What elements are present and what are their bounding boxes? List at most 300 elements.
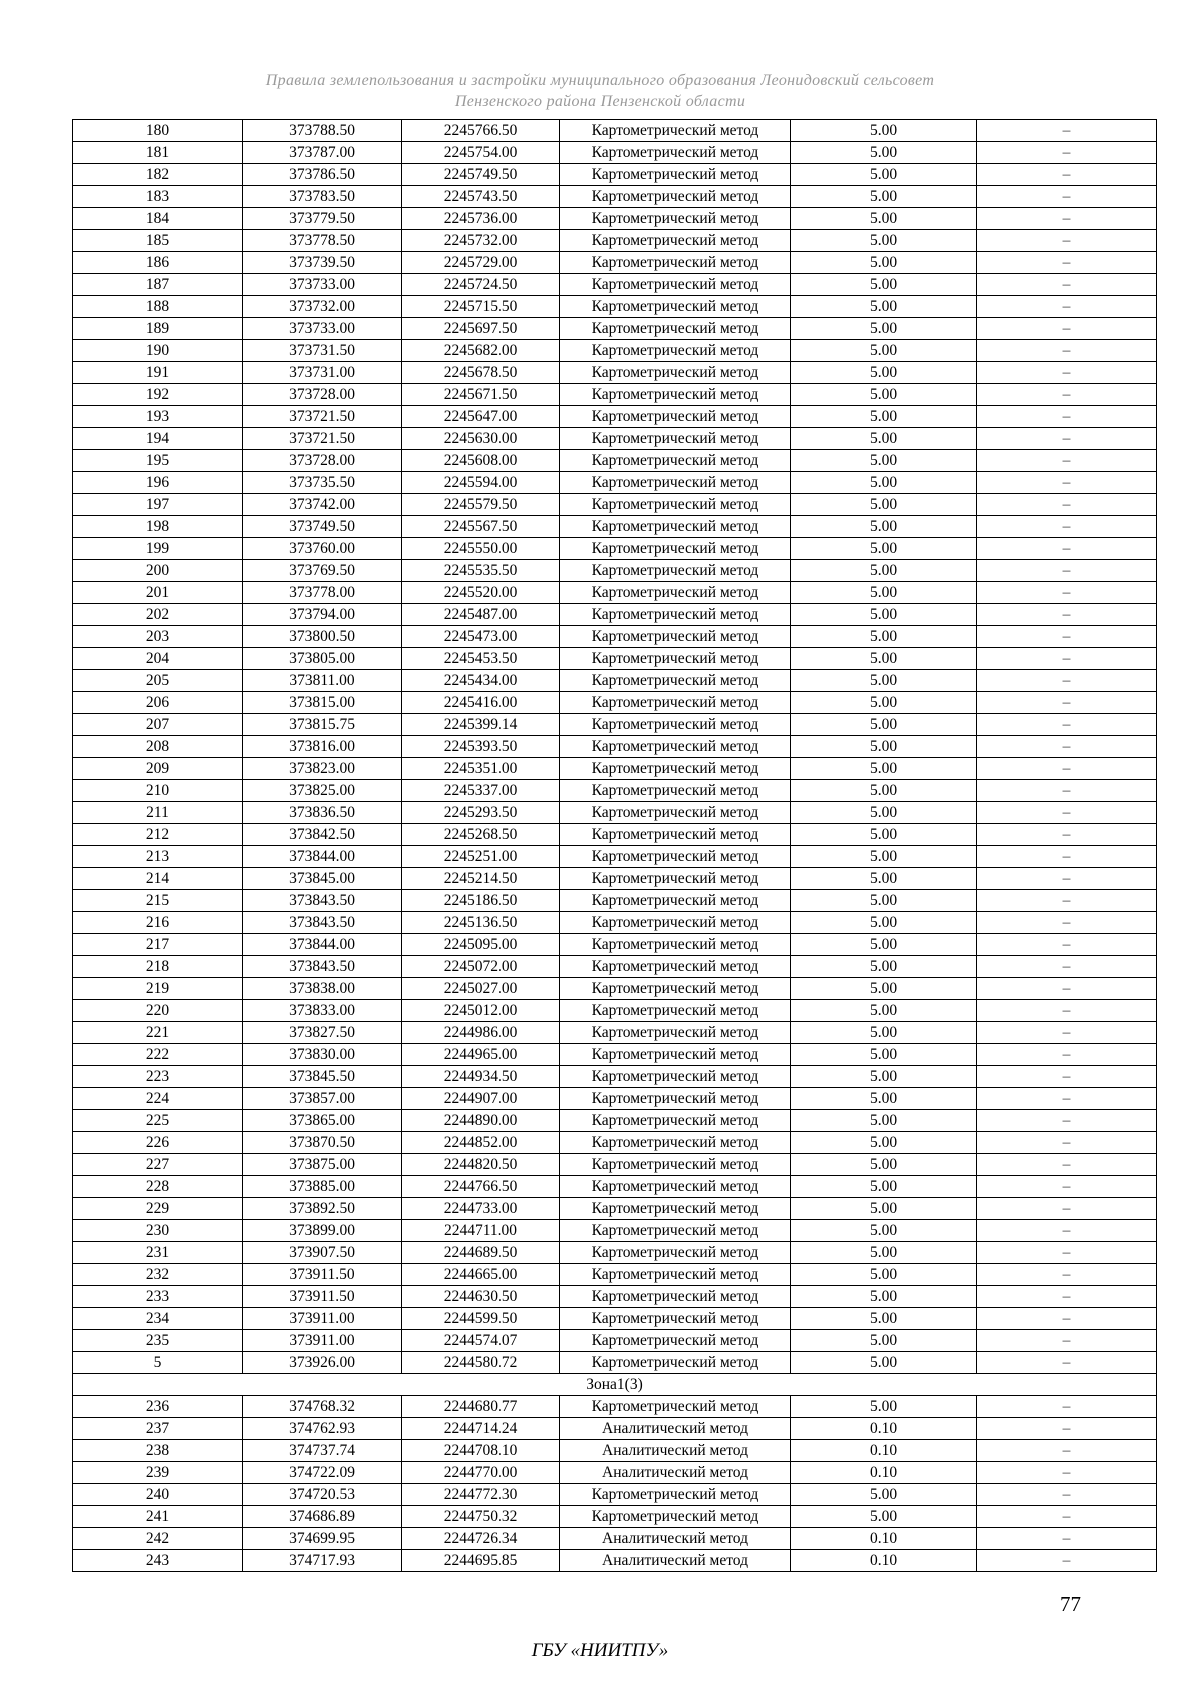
y-coordinate-cell: 2244726.34	[402, 1528, 560, 1550]
method-cell: Картометрический метод	[560, 736, 791, 758]
accuracy-cell: 5.00	[791, 538, 977, 560]
note-cell: –	[977, 274, 1157, 296]
table-row	[73, 560, 1157, 582]
table-row	[73, 978, 1157, 1000]
x-coordinate-cell: 374699.95	[243, 1528, 402, 1550]
table-row	[73, 142, 1157, 164]
method-cell: Картометрический метод	[560, 802, 791, 824]
table-row	[73, 252, 1157, 274]
method-cell: Картометрический метод	[560, 1110, 791, 1132]
point-number-cell: 228	[73, 1176, 243, 1198]
table-row	[73, 384, 1157, 406]
table-row	[73, 604, 1157, 626]
accuracy-cell: 5.00	[791, 956, 977, 978]
method-cell: Картометрический метод	[560, 868, 791, 890]
table-row	[73, 1286, 1157, 1308]
note-cell: –	[977, 670, 1157, 692]
y-coordinate-cell: 2244580.72	[402, 1352, 560, 1374]
x-coordinate-cell: 373778.50	[243, 230, 402, 252]
x-coordinate-cell: 373769.50	[243, 560, 402, 582]
x-coordinate-cell: 373735.50	[243, 472, 402, 494]
method-cell: Картометрический метод	[560, 274, 791, 296]
accuracy-cell: 5.00	[791, 1220, 977, 1242]
table-row	[73, 296, 1157, 318]
table-row	[73, 1550, 1157, 1572]
point-number-cell: 214	[73, 868, 243, 890]
x-coordinate-cell: 373833.00	[243, 1000, 402, 1022]
x-coordinate-cell: 373788.50	[243, 120, 402, 142]
table-row	[73, 1000, 1157, 1022]
x-coordinate-cell: 373911.50	[243, 1264, 402, 1286]
point-number-cell: 216	[73, 912, 243, 934]
point-number-cell: 196	[73, 472, 243, 494]
y-coordinate-cell: 2245671.50	[402, 384, 560, 406]
method-cell: Аналитический метод	[560, 1440, 791, 1462]
x-coordinate-cell: 373728.00	[243, 384, 402, 406]
y-coordinate-cell: 2245095.00	[402, 934, 560, 956]
note-cell: –	[977, 1066, 1157, 1088]
table-row	[73, 1396, 1157, 1418]
accuracy-cell: 5.00	[791, 406, 977, 428]
note-cell: –	[977, 142, 1157, 164]
accuracy-cell: 5.00	[791, 450, 977, 472]
point-number-cell: 230	[73, 1220, 243, 1242]
table-row	[73, 1308, 1157, 1330]
accuracy-cell: 5.00	[791, 362, 977, 384]
y-coordinate-cell: 2244708.10	[402, 1440, 560, 1462]
y-coordinate-cell: 2245351.00	[402, 758, 560, 780]
x-coordinate-cell: 373911.50	[243, 1286, 402, 1308]
x-coordinate-cell: 373805.00	[243, 648, 402, 670]
accuracy-cell: 5.00	[791, 186, 977, 208]
y-coordinate-cell: 2245749.50	[402, 164, 560, 186]
method-cell: Картометрический метод	[560, 516, 791, 538]
table-row	[73, 1352, 1157, 1374]
y-coordinate-cell: 2245630.00	[402, 428, 560, 450]
accuracy-cell: 5.00	[791, 868, 977, 890]
x-coordinate-cell: 373907.50	[243, 1242, 402, 1264]
point-number-cell: 239	[73, 1462, 243, 1484]
method-cell: Аналитический метод	[560, 1418, 791, 1440]
table-row	[73, 868, 1157, 890]
point-number-cell: 189	[73, 318, 243, 340]
note-cell: –	[977, 692, 1157, 714]
x-coordinate-cell: 373827.50	[243, 1022, 402, 1044]
point-number-cell: 215	[73, 890, 243, 912]
note-cell: –	[977, 890, 1157, 912]
table-row	[73, 956, 1157, 978]
table-row	[73, 1242, 1157, 1264]
zone-label: Зона1(3)	[73, 1374, 1157, 1396]
table-row	[73, 802, 1157, 824]
note-cell: –	[977, 1022, 1157, 1044]
x-coordinate-cell: 374768.32	[243, 1396, 402, 1418]
point-number-cell: 227	[73, 1154, 243, 1176]
x-coordinate-cell: 373838.00	[243, 978, 402, 1000]
accuracy-cell: 5.00	[791, 890, 977, 912]
y-coordinate-cell: 2244695.85	[402, 1550, 560, 1572]
table-row	[73, 186, 1157, 208]
method-cell: Картометрический метод	[560, 296, 791, 318]
point-number-cell: 181	[73, 142, 243, 164]
method-cell: Картометрический метод	[560, 1264, 791, 1286]
note-cell: –	[977, 802, 1157, 824]
y-coordinate-cell: 2245715.50	[402, 296, 560, 318]
table-row	[73, 934, 1157, 956]
table-row	[73, 736, 1157, 758]
y-coordinate-cell: 2245251.00	[402, 846, 560, 868]
table-row	[73, 406, 1157, 428]
accuracy-cell: 0.10	[791, 1440, 977, 1462]
accuracy-cell: 5.00	[791, 230, 977, 252]
x-coordinate-cell: 373733.00	[243, 318, 402, 340]
table-row	[73, 824, 1157, 846]
x-coordinate-cell: 373844.00	[243, 846, 402, 868]
x-coordinate-cell: 373811.00	[243, 670, 402, 692]
y-coordinate-cell: 2244766.50	[402, 1176, 560, 1198]
y-coordinate-cell: 2245697.50	[402, 318, 560, 340]
accuracy-cell: 5.00	[791, 1242, 977, 1264]
accuracy-cell: 5.00	[791, 780, 977, 802]
point-number-cell: 217	[73, 934, 243, 956]
method-cell: Картометрический метод	[560, 1220, 791, 1242]
y-coordinate-cell: 2245416.00	[402, 692, 560, 714]
table-row	[73, 362, 1157, 384]
note-cell: –	[977, 1110, 1157, 1132]
y-coordinate-cell: 2245678.50	[402, 362, 560, 384]
note-cell: –	[977, 780, 1157, 802]
y-coordinate-cell: 2245012.00	[402, 1000, 560, 1022]
table-row	[73, 1066, 1157, 1088]
accuracy-cell: 5.00	[791, 164, 977, 186]
method-cell: Картометрический метод	[560, 120, 791, 142]
y-coordinate-cell: 2245550.00	[402, 538, 560, 560]
point-number-cell: 187	[73, 274, 243, 296]
method-cell: Картометрический метод	[560, 1330, 791, 1352]
y-coordinate-cell: 2244711.00	[402, 1220, 560, 1242]
table-row	[73, 164, 1157, 186]
y-coordinate-cell: 2244599.50	[402, 1308, 560, 1330]
accuracy-cell: 5.00	[791, 1132, 977, 1154]
y-coordinate-cell: 2245453.50	[402, 648, 560, 670]
x-coordinate-cell: 374762.93	[243, 1418, 402, 1440]
accuracy-cell: 5.00	[791, 428, 977, 450]
note-cell: –	[977, 472, 1157, 494]
method-cell: Картометрический метод	[560, 252, 791, 274]
x-coordinate-cell: 373845.50	[243, 1066, 402, 1088]
point-number-cell: 180	[73, 120, 243, 142]
method-cell: Аналитический метод	[560, 1528, 791, 1550]
method-cell: Картометрический метод	[560, 846, 791, 868]
point-number-cell: 229	[73, 1198, 243, 1220]
method-cell: Картометрический метод	[560, 230, 791, 252]
point-number-cell: 197	[73, 494, 243, 516]
y-coordinate-cell: 2244733.00	[402, 1198, 560, 1220]
table-row	[73, 758, 1157, 780]
method-cell: Картометрический метод	[560, 1176, 791, 1198]
accuracy-cell: 0.10	[791, 1528, 977, 1550]
point-number-cell: 190	[73, 340, 243, 362]
note-cell: –	[977, 1308, 1157, 1330]
y-coordinate-cell: 2245214.50	[402, 868, 560, 890]
note-cell: –	[977, 582, 1157, 604]
y-coordinate-cell: 2245766.50	[402, 120, 560, 142]
x-coordinate-cell: 373823.00	[243, 758, 402, 780]
x-coordinate-cell: 373778.00	[243, 582, 402, 604]
y-coordinate-cell: 2245186.50	[402, 890, 560, 912]
y-coordinate-cell: 2244852.00	[402, 1132, 560, 1154]
x-coordinate-cell: 373911.00	[243, 1308, 402, 1330]
note-cell: –	[977, 934, 1157, 956]
table-row	[73, 1330, 1157, 1352]
y-coordinate-cell: 2244890.00	[402, 1110, 560, 1132]
table-row	[73, 472, 1157, 494]
note-cell: –	[977, 362, 1157, 384]
method-cell: Картометрический метод	[560, 164, 791, 186]
point-number-cell: 194	[73, 428, 243, 450]
accuracy-cell: 5.00	[791, 120, 977, 142]
y-coordinate-cell: 2245399.14	[402, 714, 560, 736]
accuracy-cell: 5.00	[791, 978, 977, 1000]
table-row	[73, 890, 1157, 912]
note-cell: –	[977, 1154, 1157, 1176]
point-number-cell: 238	[73, 1440, 243, 1462]
table-row	[73, 1022, 1157, 1044]
table-row	[73, 538, 1157, 560]
method-cell: Картометрический метод	[560, 560, 791, 582]
method-cell: Картометрический метод	[560, 582, 791, 604]
method-cell: Картометрический метод	[560, 1396, 791, 1418]
method-cell: Картометрический метод	[560, 1484, 791, 1506]
point-number-cell: 220	[73, 1000, 243, 1022]
note-cell: –	[977, 538, 1157, 560]
method-cell: Картометрический метод	[560, 494, 791, 516]
table-row	[73, 516, 1157, 538]
table-row	[73, 494, 1157, 516]
table-row	[73, 1044, 1157, 1066]
note-cell: –	[977, 868, 1157, 890]
table-row	[73, 1440, 1157, 1462]
footer-organization: ГБУ «НИИТПУ»	[531, 1640, 669, 1661]
note-cell: –	[977, 912, 1157, 934]
note-cell: –	[977, 1088, 1157, 1110]
x-coordinate-cell: 373815.00	[243, 692, 402, 714]
y-coordinate-cell: 2244907.00	[402, 1088, 560, 1110]
x-coordinate-cell: 373783.50	[243, 186, 402, 208]
note-cell: –	[977, 846, 1157, 868]
note-cell: –	[977, 824, 1157, 846]
x-coordinate-cell: 373731.50	[243, 340, 402, 362]
accuracy-cell: 5.00	[791, 340, 977, 362]
accuracy-cell: 5.00	[791, 142, 977, 164]
accuracy-cell: 5.00	[791, 802, 977, 824]
point-number-cell: 198	[73, 516, 243, 538]
note-cell: –	[977, 714, 1157, 736]
table-row	[73, 1418, 1157, 1440]
method-cell: Картометрический метод	[560, 1242, 791, 1264]
method-cell: Картометрический метод	[560, 450, 791, 472]
accuracy-cell: 5.00	[791, 824, 977, 846]
y-coordinate-cell: 2245027.00	[402, 978, 560, 1000]
method-cell: Картометрический метод	[560, 670, 791, 692]
point-number-cell: 207	[73, 714, 243, 736]
accuracy-cell: 5.00	[791, 1484, 977, 1506]
point-number-cell: 199	[73, 538, 243, 560]
table-row	[73, 230, 1157, 252]
note-cell: –	[977, 208, 1157, 230]
x-coordinate-cell: 373749.50	[243, 516, 402, 538]
note-cell: –	[977, 1550, 1157, 1572]
x-coordinate-cell: 373843.50	[243, 956, 402, 978]
accuracy-cell: 5.00	[791, 1110, 977, 1132]
method-cell: Картометрический метод	[560, 186, 791, 208]
note-cell: –	[977, 384, 1157, 406]
x-coordinate-cell: 373732.00	[243, 296, 402, 318]
accuracy-cell: 5.00	[791, 912, 977, 934]
table-row	[73, 428, 1157, 450]
point-number-cell: 186	[73, 252, 243, 274]
y-coordinate-cell: 2245535.50	[402, 560, 560, 582]
note-cell: –	[977, 1176, 1157, 1198]
table-row	[73, 692, 1157, 714]
point-number-cell: 185	[73, 230, 243, 252]
point-number-cell: 211	[73, 802, 243, 824]
point-number-cell: 201	[73, 582, 243, 604]
note-cell: –	[977, 758, 1157, 780]
accuracy-cell: 5.00	[791, 1264, 977, 1286]
point-number-cell: 240	[73, 1484, 243, 1506]
point-number-cell: 182	[73, 164, 243, 186]
x-coordinate-cell: 373857.00	[243, 1088, 402, 1110]
x-coordinate-cell: 374717.93	[243, 1550, 402, 1572]
note-cell: –	[977, 1330, 1157, 1352]
note-cell: –	[977, 406, 1157, 428]
x-coordinate-cell: 373731.00	[243, 362, 402, 384]
point-number-cell: 202	[73, 604, 243, 626]
accuracy-cell: 5.00	[791, 1396, 977, 1418]
table-row	[73, 1132, 1157, 1154]
table-row	[73, 626, 1157, 648]
note-cell: –	[977, 318, 1157, 340]
note-cell: –	[977, 1352, 1157, 1374]
y-coordinate-cell: 2245293.50	[402, 802, 560, 824]
x-coordinate-cell: 373843.50	[243, 912, 402, 934]
table-row	[73, 846, 1157, 868]
note-cell: –	[977, 604, 1157, 626]
point-number-cell: 223	[73, 1066, 243, 1088]
method-cell: Картометрический метод	[560, 1286, 791, 1308]
table-row	[73, 1198, 1157, 1220]
point-number-cell: 191	[73, 362, 243, 384]
y-coordinate-cell: 2245268.50	[402, 824, 560, 846]
x-coordinate-cell: 373836.50	[243, 802, 402, 824]
table-row	[73, 274, 1157, 296]
accuracy-cell: 5.00	[791, 472, 977, 494]
point-number-cell: 234	[73, 1308, 243, 1330]
note-cell: –	[977, 1132, 1157, 1154]
x-coordinate-cell: 373843.50	[243, 890, 402, 912]
point-number-cell: 183	[73, 186, 243, 208]
y-coordinate-cell: 2244630.50	[402, 1286, 560, 1308]
y-coordinate-cell: 2245729.00	[402, 252, 560, 274]
accuracy-cell: 5.00	[791, 1286, 977, 1308]
accuracy-cell: 5.00	[791, 758, 977, 780]
note-cell: –	[977, 1528, 1157, 1550]
note-cell: –	[977, 560, 1157, 582]
y-coordinate-cell: 2245567.50	[402, 516, 560, 538]
note-cell: –	[977, 1220, 1157, 1242]
table-row	[73, 1506, 1157, 1528]
point-number-cell: 195	[73, 450, 243, 472]
accuracy-cell: 5.00	[791, 1044, 977, 1066]
note-cell: –	[977, 1242, 1157, 1264]
accuracy-cell: 5.00	[791, 296, 977, 318]
method-cell: Картометрический метод	[560, 1132, 791, 1154]
x-coordinate-cell: 373875.00	[243, 1154, 402, 1176]
method-cell: Картометрический метод	[560, 384, 791, 406]
method-cell: Картометрический метод	[560, 428, 791, 450]
accuracy-cell: 5.00	[791, 670, 977, 692]
point-number-cell: 237	[73, 1418, 243, 1440]
y-coordinate-cell: 2245434.00	[402, 670, 560, 692]
x-coordinate-cell: 373786.50	[243, 164, 402, 186]
note-cell: –	[977, 648, 1157, 670]
note-cell: –	[977, 1440, 1157, 1462]
method-cell: Аналитический метод	[560, 1462, 791, 1484]
page-number: 77	[1060, 1592, 1081, 1616]
point-number-cell: 204	[73, 648, 243, 670]
method-cell: Картометрический метод	[560, 1352, 791, 1374]
note-cell: –	[977, 120, 1157, 142]
y-coordinate-cell: 2245608.00	[402, 450, 560, 472]
y-coordinate-cell: 2244934.50	[402, 1066, 560, 1088]
table-row	[73, 318, 1157, 340]
table-row	[73, 912, 1157, 934]
y-coordinate-cell: 2244965.00	[402, 1044, 560, 1066]
y-coordinate-cell: 2245647.00	[402, 406, 560, 428]
x-coordinate-cell: 374722.09	[243, 1462, 402, 1484]
accuracy-cell: 5.00	[791, 1066, 977, 1088]
point-number-cell: 5	[73, 1352, 243, 1374]
accuracy-cell: 5.00	[791, 1176, 977, 1198]
accuracy-cell: 5.00	[791, 318, 977, 340]
coordinates-table	[72, 119, 1157, 1572]
x-coordinate-cell: 373899.00	[243, 1220, 402, 1242]
table-row	[73, 450, 1157, 472]
method-cell: Картометрический метод	[560, 538, 791, 560]
accuracy-cell: 5.00	[791, 1352, 977, 1374]
y-coordinate-cell: 2245754.00	[402, 142, 560, 164]
method-cell: Картометрический метод	[560, 1066, 791, 1088]
point-number-cell: 233	[73, 1286, 243, 1308]
table-row	[73, 120, 1157, 142]
note-cell: –	[977, 956, 1157, 978]
note-cell: –	[977, 978, 1157, 1000]
x-coordinate-cell: 373870.50	[243, 1132, 402, 1154]
table-row	[73, 1220, 1157, 1242]
table-row	[73, 340, 1157, 362]
x-coordinate-cell: 373816.00	[243, 736, 402, 758]
method-cell: Картометрический метод	[560, 714, 791, 736]
point-number-cell: 208	[73, 736, 243, 758]
accuracy-cell: 5.00	[791, 1198, 977, 1220]
table-row	[73, 780, 1157, 802]
method-cell: Картометрический метод	[560, 472, 791, 494]
point-number-cell: 231	[73, 1242, 243, 1264]
note-cell: –	[977, 1462, 1157, 1484]
point-number-cell: 192	[73, 384, 243, 406]
accuracy-cell: 5.00	[791, 384, 977, 406]
